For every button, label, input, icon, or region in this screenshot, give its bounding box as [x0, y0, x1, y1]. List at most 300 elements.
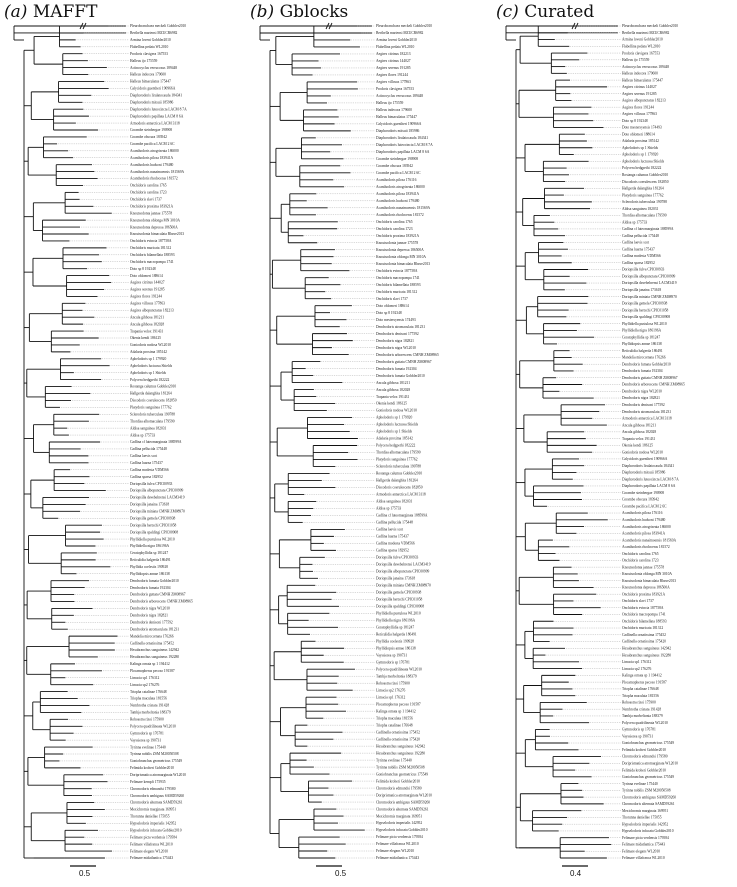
leaf-label: Hexabranchus sanguineus 142942 [622, 646, 672, 651]
leaf-label: Dendrodoris guttata CMNH ZM08967 [376, 359, 432, 364]
leaf-label: Aegires citrinus 144027 [376, 59, 411, 64]
leaf-label: Felimare midatlantica 175443 [130, 856, 174, 861]
leaf-label: Aegires citrinus 182213 [376, 52, 411, 57]
leaf-label: Calycidoris guentheri 190966A [622, 457, 668, 462]
leaf-label: Doriopsilla albopunctata CPIC00909 [622, 274, 676, 279]
leaf-label: Hypselodoris infucata Gobbler2010 [376, 828, 428, 833]
leaf-label: Tyrinna nobilis ZSM M20050508 [130, 752, 179, 757]
leaf-label: Actinocyclus verrucosus 189448 [376, 94, 424, 99]
leaf-label: Dendrodoris fumata Gobbler2010 [130, 578, 179, 583]
leaf-label: Cadlina pellucida 175448 [130, 447, 167, 452]
leaf-label: Roboastra rizoi 175900 [622, 700, 656, 705]
leaf-label: Knoutsodonta oblonga MN 3010A [130, 218, 181, 223]
leaf-label: Reticulidia halgerda 186491 [376, 632, 417, 637]
leaf-label: Cadlina laevis scot [130, 454, 158, 459]
leaf-label: Felimare villafranca WL2010 [130, 842, 173, 847]
leaf-label: Polycera quadrilineata WL2010 [622, 720, 668, 725]
leaf-label: Diaphorodoris luteocincta LACM 8 7A [376, 143, 433, 148]
leaf-label: Hexabranchus sanguineus 142942 [376, 744, 426, 749]
leaf-label: Halleus indecora 179600 [622, 71, 658, 76]
panel-letter: (c) [496, 2, 519, 22]
leaf-label: Aldisa sanguinea 182031 [622, 206, 659, 211]
leaf-label: Armina loveni Gobbler2010 [622, 37, 663, 42]
leaf-label: Onchidoris evincta 187758A [376, 268, 418, 273]
leaf-label: Corambe pacifica LACM 2 6C [376, 171, 421, 176]
leaf-label: Hexabranchus sanguineus 142942 [130, 648, 180, 653]
leaf-label: Acanthodoris hudsoni 179480 [130, 162, 174, 167]
leaf-label: Chromodoris edmundsi 179580 [622, 754, 668, 759]
panel-mafft [0, 0, 245, 887]
leaf-label: Felimare villafranca WL2010 [622, 856, 665, 861]
leaf-label: Aegires flores 191244 [376, 73, 408, 78]
tree-mafft [0, 0, 245, 887]
leaf-label: Doriprismatica atromarginata WL2010 [622, 761, 678, 766]
leaf-label: Sclerodoris tuberculata 190788 [622, 200, 667, 205]
leaf-label: Thorunna daniellae 175055 [622, 815, 662, 820]
leaf-label: Dendrodoris denisoni 177592 [376, 331, 419, 336]
leaf-label: Kalinga ornata sp 1 194412 [376, 709, 416, 714]
panel-name: MAFFT [32, 2, 98, 22]
leaf-label: Phyllidiella nigra 186196A [622, 328, 662, 333]
leaf-label: Onchidoris proxima 183921A [376, 233, 420, 238]
leaf-labels [376, 24, 439, 860]
leaf-label: Calycidoris guentheri 190966A [130, 86, 176, 91]
leaf-label: Doriopsilla fulva CPIC00933 [376, 555, 419, 560]
panel-curated [492, 0, 737, 887]
leaf-label: Cadlina cf luteomarginata 188599A [622, 227, 674, 232]
leaf-label: Felimida kroheri Gobbler2010 [376, 779, 420, 784]
leaf-label: Dendrodoris nigra 182821 [376, 338, 414, 343]
leaf-label: Chromodoris edmundsi 179580 [376, 786, 422, 791]
leader-lines [304, 26, 375, 858]
leaf-label: Kalinga ornata sp 1 194412 [622, 673, 662, 678]
leaf-labels [622, 24, 685, 860]
leaf-label: Doriprismatica atromarginata WL2010 [130, 773, 186, 777]
leaf-label: Cadlina sparsa 182952 [130, 474, 163, 479]
leaf-label: Armodoris antarctica LACM 3118 [376, 492, 426, 497]
leaf-label: Dendrodoris fumata Gobbler2010 [376, 373, 425, 378]
leaf-label: Chromodoris alternata SAMD59261 [130, 800, 183, 805]
leaf-label: Doriopsilla gemela CPIC00938 [130, 516, 176, 521]
leaf-label: Doriopsilla spaldingi CPIC00908 [376, 604, 425, 609]
leaf-label: Knoutsodonta oblonga MN 3010A [376, 254, 427, 259]
leaf-label: Corambe pacifica LACM 2 6C [130, 142, 175, 147]
leaf-label: Doriopsilla bertschi CPIC01058 [130, 523, 177, 528]
leaf-label: Cadlinella ornatissima 175420 [622, 639, 666, 644]
leaf-label: Polycera hedgpethi 182222 [376, 443, 416, 448]
leaf-label: Acanthodoris rhodoceras 181572 [130, 176, 178, 181]
leaf-label: Doriopsilla albopunctata CPIC00909 [130, 488, 184, 493]
leaf-label: Onchidoris slavi 1737 [130, 197, 162, 202]
leaf-label: Ancula gibbosa 182028 [376, 387, 411, 392]
leaf-label: Felimare elegans WL2010 [376, 849, 415, 854]
leaf-label: Diaphorodoris lirulatocauda 184341 [130, 93, 183, 98]
leaf-label: Acanthodoris pilosa 183941A [376, 191, 420, 196]
leaf-label: Cadlinella ornatissima 175452 [130, 641, 174, 646]
leaf-label: Diaphorodoris mitsuii 185986 [130, 100, 174, 105]
leaf-label: Knoutsodonta depressa 186500A [130, 225, 178, 230]
leaf-label: Acanthodoris rhodoceras 181572 [376, 212, 424, 217]
leaf-label: Knoutsodonta jannae 175578 [622, 565, 665, 570]
leaf-label: Reticulidia halgerda 186491 [622, 348, 663, 353]
leaf-label: Felimare midatlantica 175443 [376, 856, 420, 861]
leaf-label: Onchidoris macropompa 1741 [130, 259, 174, 264]
leaf-label: Doriopsilla gemela CPIC00938 [622, 301, 668, 306]
leaf-label: Aphelodoris sp 1 Shields [376, 429, 413, 434]
leaf-label: Felimare picta verdensis 179584 [622, 835, 669, 840]
leaf-label: Acanthodoris rhodoceras 181572 [622, 545, 670, 550]
leaf-label: Kalinga ornata sp 1 194412 [130, 662, 170, 667]
leaf-label: Onchidoris macropompa 1741 [622, 612, 666, 617]
leaf-label: Onchidoris muricata 181312 [130, 246, 172, 251]
leaf-label: Onchidoris carolina 1765 [622, 551, 659, 556]
leaf-label: Onchidoris slavi 1737 [622, 599, 654, 604]
leaf-label: Platydoris sanguinea 177762 [622, 193, 664, 198]
leaf-label: Armodoris antarctica LACM 3118 [622, 416, 672, 421]
leaf-label: Dendrodoris nigra WL2010 [376, 345, 416, 350]
leaf-label: Okenia kendi 186125 [376, 401, 407, 406]
leaf-label: Doto oblomeri 188614 [622, 132, 655, 137]
leaf-label: Vayssierea sp 190731 [376, 653, 408, 658]
leaf-label: Reticulidia halgerda 186491 [130, 558, 171, 563]
leaf-label: Phyllidiella pustulosa WL2010 [376, 611, 421, 616]
leaf-label: Adalaria proxima 185142 [376, 436, 413, 441]
leaf-label: Chromodoris ambiguus SAMD59260 [130, 793, 185, 798]
leaf-label: Ancula gibbosa 181211 [376, 380, 411, 385]
leaf-label: Halleus ijo 175559 [376, 101, 404, 106]
leaf-label: Aegires citrinus 144027 [622, 85, 657, 90]
leaf-label: Berthella martensi MZUCR6982 [622, 30, 670, 35]
leaf-label: Aegires serenus 191285 [130, 287, 165, 292]
leaf-label: Phyllidia coelestis 190928 [376, 639, 414, 644]
leaf-label: Triopha catalinae 176648 [376, 723, 413, 728]
leaf-label: Corambe steinbergae 190908 [376, 157, 419, 162]
leaf-label: Phyllidiopsis annae 186138 [130, 571, 170, 576]
leaf-label: Doto sp 8 192348 [622, 118, 648, 123]
leaf-label: Phyllidiella pustulosa WL2010 [130, 537, 175, 542]
leaf-label: Actinocyclus verrucosus 189448 [130, 65, 178, 70]
leaf-label: Polycera quadrilineata WL2010 [130, 724, 176, 729]
leaf-label: Felimare kempfi 175935 [130, 779, 166, 784]
leaf-label: Onchidoris carolina 1765 [130, 183, 167, 188]
leaf-label: Doriopsilla albopunctata CPIC00909 [376, 569, 430, 574]
leaf-label: Hallgerda dalanghita 181264 [622, 186, 664, 191]
leaf-label: Aphelodoris luctuosa Shields [130, 363, 173, 368]
leaf-label: Pleurobranchaea meckeli Gobbler2010 [376, 24, 433, 29]
leaf-label: Acanthodoris hudsoni 179480 [622, 517, 666, 522]
leaf-label: Thordisa albomaculata 179590 [376, 450, 421, 455]
leaf-label: Aegires albopunctatus 182213 [622, 98, 666, 103]
leaf-label: Doto sp 8 192348 [130, 266, 156, 271]
leaf-label: Diaphorodoris lirulatocauda 184341 [376, 136, 429, 141]
leaf-label: Plocamopherus pecoso 191587 [130, 669, 175, 673]
leaf-label: Corambe obscura 183942 [130, 135, 167, 140]
leaf-label: Adalaria proxima 185142 [130, 350, 167, 355]
leaf-label: Doriopsilla janaina 173618 [130, 502, 170, 507]
leaf-label: Plocamopherus pecoso 191587 [622, 680, 667, 685]
panel-gblocks [246, 0, 491, 887]
leaf-label: Acanthodoris atrogriseata 186000 [130, 149, 179, 153]
leaf-label: Dendrodoris fumata Gobbler2010 [622, 362, 671, 367]
leaf-label: Diaphorodoris papillata LACM 8 6A [130, 114, 184, 119]
leaf-label: Hypselodoris infucata Gobbler2010 [130, 828, 182, 833]
leaf-label: Cadlina pellucida 175448 [376, 520, 413, 525]
leaf-label: Cadlina cf luteomarginata 188599A [130, 440, 182, 445]
leaf-label: Vayssierea sp 190731 [130, 738, 162, 743]
leaf-label: Onchidoris bilamellata 188593 [622, 619, 667, 624]
leaf-label: Mandelia mirocornata 176266 [130, 634, 174, 639]
leaf-label: Doriopsilla fulva CPIC00933 [130, 481, 173, 486]
leaf-label: Mexichromis marginata 169951 [130, 807, 177, 812]
leaf-label: Halleus bimaculatus 175447 [130, 79, 171, 84]
leaf-label: Corambe steinbergae 190908 [622, 490, 665, 495]
leaf-label: Aldisa sanguinea 182031 [376, 499, 413, 504]
leaf-label: Hypselodoris imperialis 142952 [622, 822, 669, 827]
leaf-label: Rostanga calumus Gobbler2010 [622, 173, 669, 178]
leaf-label: Dendrodoris fumata 192304 [622, 369, 663, 374]
leaf-label: Sclerodoris tuberculata 190788 [376, 464, 421, 469]
leaf-label: Polycera quadrilineata WL2010 [376, 667, 422, 672]
leaf-label: Knoutsodonta jannae 175578 [376, 240, 419, 245]
leaf-label: Ceratophyllidia sp 181247 [622, 335, 661, 340]
leaf-label: Dendrodoris arborescens CMNH ZM08965 [130, 599, 193, 604]
leaf-label: Doto oblomeri 188614 [376, 303, 409, 308]
leaf-label: Triopha catalinae 176648 [622, 687, 659, 692]
leaf-label: Sclerodoris tuberculata 190788 [130, 412, 175, 417]
leaf-label: Onchidoris bilamellata 188593 [130, 253, 175, 257]
leaf-label: Pleurobranchaea meckeli Gobbler2010 [622, 24, 679, 29]
leaf-label: Dendrodoris nigra WL2010 [130, 606, 170, 611]
leaf-label: Goniobranchus geometricus 175549 [622, 775, 675, 780]
leaf-label: Chromodoris alternata SAMD59261 [622, 802, 675, 807]
leaf-label: Goniodoris nodosa WL2010 [622, 450, 663, 455]
leaf-label: Discodoris coerulescens 182850 [130, 398, 177, 403]
leaf-label: Felimare picta verdensis 179584 [376, 835, 423, 840]
leaf-label: Triopha maculata 181556 [622, 693, 659, 698]
leaf-label: Vayssierea sp 190731 [622, 734, 654, 739]
leaf-label: Doriopsilla davebehrensi LACM3419 [130, 495, 185, 500]
leaf-label: Diaphorodoris luteocincta LACM 8 7A [622, 477, 679, 482]
leaf-label: Ceratophyllidia sp 181247 [130, 551, 169, 556]
leaf-label: Doriopsilla davebehrensi LACM3419 [622, 281, 677, 286]
leaf-label: Aldisa sp 175733 [376, 506, 402, 511]
leaf-label: Actinocyclus verrucosus 189448 [622, 64, 670, 69]
leaf-label: Hexabranchus sanguineus 192280 [130, 655, 180, 660]
leaf-label: Doto oblomeri 188614 [130, 273, 163, 278]
leaf-label: Knoutsodonta bimaculata Bhave2013 [376, 261, 431, 266]
panel-letter: (b) [250, 2, 275, 22]
leaf-label: Dendrodoris nigra 182821 [622, 396, 660, 401]
leaf-label: Berthella martensi MZUCR6982 [376, 31, 424, 36]
leaf-label: Aphelodoris sp 1 Shields [622, 145, 659, 150]
leaf-label: Tyrinna nobilis ZSM M20050508 [622, 788, 671, 793]
leaf-label: Cadlina sparsa 182952 [622, 260, 655, 265]
leaf-label: Onchidoris carolina 1765 [376, 219, 413, 224]
leaf-label: Acanthodoris nanaimoensis 181569A [622, 538, 677, 543]
leaf-label: Diaphorodoris mitsuii 185986 [622, 470, 666, 475]
leaf-label: Phyllidiopsis annae 186138 [622, 342, 662, 347]
leaf-label: Doriopsilla spaldingi CPIC00908 [622, 315, 671, 320]
leaf-label: Cadlina laevis scot [622, 240, 650, 245]
leaf-label: Thorunna daniellae 175055 [130, 814, 170, 819]
leaf-label: Flabellina pedata WL2010 [130, 45, 169, 49]
leaf-label: Goniodoris nodosa WL2010 [376, 408, 417, 413]
leaf-label: Felimida kroheri Gobbler2010 [130, 766, 174, 771]
leaf-label: Knoutsodonta depressa 186500A [376, 247, 424, 252]
leaf-label: Polycera hedgpethi 182222 [130, 377, 170, 382]
scale-bar-label: 0.5 [335, 869, 347, 878]
leaf-label: Chromodoris ambiguus SAMD59260 [622, 795, 677, 800]
leaf-label: Mexichromis marginata 169951 [622, 808, 669, 813]
leaf-label: Knoutsodonta bimaculata Bhave2013 [622, 578, 677, 583]
leaf-label: Goniobranchus geometricus 175549 [130, 759, 183, 764]
leaf-label: Onchidoris evincta 187758A [622, 605, 664, 610]
leaf-label: Corambe obscura 183942 [622, 497, 659, 502]
leaf-label: Onchidoris muricata 181312 [622, 626, 664, 631]
leaf-label: Cadlina luarna 175437 [376, 534, 409, 539]
leaf-label: Berthella martensi MZUCR6982 [130, 31, 178, 36]
leaf-label: Tyrinna evelinae 175440 [376, 758, 412, 763]
leaf-label: Doto mestersyensis 174493 [622, 125, 662, 130]
leaf-label: Halleus indecora 179600 [376, 108, 412, 113]
leaf-label: Adalaria proxima 185142 [622, 139, 659, 144]
leaf-label: Mandelia mirocornata 176266 [622, 355, 666, 360]
leaf-label: Doto mestersyensis 174493 [376, 317, 416, 322]
leaf-label: Prodoris clavigera 167553 [130, 51, 168, 56]
leaf-label: Goniodoris nodosa WL2010 [130, 343, 171, 348]
leaf-label: Hexabranchus sanguineus 192280 [376, 751, 426, 756]
leaf-label: Aegires serenus 191285 [376, 66, 411, 71]
leaf-label: Phyllidiella pustulosa WL2010 [622, 321, 667, 326]
leaf-label: Onchidoris bilamellata 188593 [376, 282, 421, 287]
leaf-label: Doto sp 8 192348 [376, 310, 402, 315]
leaf-label: Phyllidiopsis annae 186138 [376, 646, 416, 651]
leaf-label: Aegires flores 191244 [622, 105, 654, 110]
leaf-label: Cadlina modesta VDM566 [130, 467, 169, 472]
leaf-label: Onchidoris slavi 1737 [376, 296, 408, 301]
leaf-label: Corambe steinbergae 190908 [130, 128, 173, 133]
tree-branches [260, 23, 372, 866]
leaf-label: Aegires villosus 177863 [130, 301, 165, 306]
leaf-label: Phyllidia coelestis 190928 [130, 565, 168, 569]
leaf-label: Mexichromis marginata 169951 [376, 814, 423, 819]
tree-branches [506, 23, 618, 866]
leaf-label: Cadlina modesta VDM566 [622, 254, 661, 259]
leaf-label: Halleus bimaculatus 175447 [376, 115, 417, 120]
leaf-label: Limacia sp2 176276 [376, 688, 406, 693]
leaf-label: Felimare picta verdensis 179584 [130, 835, 177, 840]
leaf-label: Trapania velox 191431 [376, 394, 410, 399]
leaf-label: Acanthodoris pilosa 183941A [130, 155, 174, 160]
scale-bar-label: 0.4 [570, 869, 582, 878]
leaf-label: Dendrodoris fumata 192304 [130, 585, 171, 590]
leaf-label: Aphelodoris sp 1 Shields [130, 370, 167, 375]
leaf-label: Diaphorodoris papillata LACM 8 6A [622, 484, 676, 489]
leaf-label: Onchidoris carolina 1723 [130, 190, 167, 195]
leaf-label: Felimare elegans WL2010 [130, 849, 169, 854]
leaf-label: Knoutsodonta bimaculata Bhave2013 [130, 232, 185, 237]
leaf-label: Roboastra rizoi 175900 [376, 681, 410, 686]
tree-curated [492, 0, 737, 887]
leaf-label: Dendrodoris fumata 192304 [376, 366, 417, 371]
leaf-label: Dendrodoris atromaculata 181231 [130, 627, 180, 632]
leaf-label: Doriopsilla miniata CMNH ZM08970 [622, 294, 677, 299]
leaf-label: Acanthodoris pilosa 176116 [622, 511, 663, 516]
leaf-label: Onchidoris carolina 1723 [376, 226, 413, 231]
leaf-label: Plocamopherus pecoso 191587 [376, 702, 421, 707]
leaf-label: Hypselodoris imperialis 142952 [376, 821, 423, 826]
leaf-label: Discodoris coerulescens 182850 [622, 179, 669, 184]
leaf-label: Knoutsodonta jannae 175578 [130, 211, 173, 216]
leaf-label: Nembrotha cristata 191428 [622, 707, 662, 712]
leaf-label: Ceratophyllidia sp 181247 [376, 625, 415, 630]
panel-name: Curated [524, 2, 595, 22]
leaf-label: Halleus bimaculatus 175447 [622, 78, 663, 83]
leaf-label: Dendrodoris arborescens CMNH ZM08965 [622, 382, 685, 387]
leaf-label: Aegires serenus 191285 [622, 91, 657, 96]
leaf-label: Ancula gibbosa 181211 [622, 423, 657, 428]
leaf-label: Diaphorodoris luteocincta LACM 8 7A [130, 107, 187, 112]
leaf-label: Aphelodoris luctuosa Shields [622, 159, 665, 164]
leaf-label: Knoutsodonta oblonga MN 3010A [622, 572, 673, 577]
leaf-label: Hypselodoris infucata Gobbler2010 [622, 829, 674, 834]
leaf-label: Dendrodoris atromaculata 181231 [376, 324, 426, 329]
leaf-label: Acanthodoris nanaimoensis 181569A [376, 205, 431, 210]
leaf-label: Cadlina sparsa 182952 [376, 548, 409, 553]
leaf-label: Acanthodoris atrogriseata 186000 [622, 524, 671, 529]
leaf-label: Limacia sp1 176312 [622, 660, 652, 665]
leaf-label: Ancula gibbosa 182028 [130, 322, 165, 327]
leaf-label: Tyrinna evelinae 175440 [622, 781, 658, 786]
leaf-label: Aegires flores 191244 [130, 294, 162, 299]
leaf-label: Limacia sp1 176312 [130, 675, 160, 680]
leaf-label: Diaphorodoris lirulatocauda 184341 [622, 463, 675, 468]
leaf-label: Trapania velox 191431 [130, 329, 164, 334]
leaf-label: Goniobranchus geometricus 175549 [376, 772, 429, 777]
leaf-label: Armodoris antarctica LACM 3118 [130, 121, 180, 126]
leaf-label: Aegires albopunctatus 182213 [130, 308, 174, 313]
leaf-label: Chromodoris alternata SAMD59261 [376, 807, 429, 812]
leaf-label: Acanthodoris hudsoni 179480 [376, 198, 420, 203]
leaf-label: Onchidoris macropompa 1741 [376, 275, 420, 280]
leaf-label: Corambe obscura 183942 [376, 164, 413, 169]
leaf-label: Phyllidiella nigra 186196A [376, 618, 416, 623]
tree-gblocks [246, 0, 491, 887]
leaf-label: Tambja morbeltonia 188379 [376, 674, 417, 679]
leaf-label: Dendrodoris guttata CMNH ZM08967 [622, 375, 678, 380]
leaf-label: Aldisa sanguinea 182031 [130, 426, 167, 431]
leaf-label: Doriopsilla janaina 173618 [622, 288, 662, 293]
leaf-label: Dendrodoris denisoni 177592 [130, 620, 173, 625]
tree-branches [14, 23, 126, 866]
leaf-label: Ancula gibbosa 181211 [130, 315, 165, 320]
leaf-label: Diaphorodoris mitsuii 185986 [376, 129, 420, 134]
leaf-label: Onchidoris proxima 183921A [130, 204, 174, 209]
leaf-label: Platydoris sanguinea 177762 [376, 457, 418, 462]
leaf-label: Cadlina pellucida 175448 [622, 233, 659, 238]
leaf-label: Onchidoris carolina 1723 [622, 558, 659, 563]
leaf-label: Halleus ijo 175559 [622, 58, 650, 63]
leaf-label: Rostanga calumus Gobbler2010 [130, 384, 177, 389]
leaf-label: Ancula gibbosa 182028 [622, 430, 657, 435]
leaf-label: Aegires citrinus 144027 [130, 280, 165, 285]
leaf-label: Knoutsodonta depressa 186500A [622, 585, 670, 590]
leaf-label: Felimida kroheri Gobbler2010 [622, 768, 666, 773]
leaf-label: Doriopsilla miniata CMNH ZM08970 [376, 583, 431, 588]
leaf-label: Cadlina laevis scot [376, 527, 404, 532]
leaf-label: Armina loveni Gobbler2010 [376, 38, 417, 43]
leaf-label: Doriopsilla davebehrensi LACM3419 [376, 562, 431, 567]
